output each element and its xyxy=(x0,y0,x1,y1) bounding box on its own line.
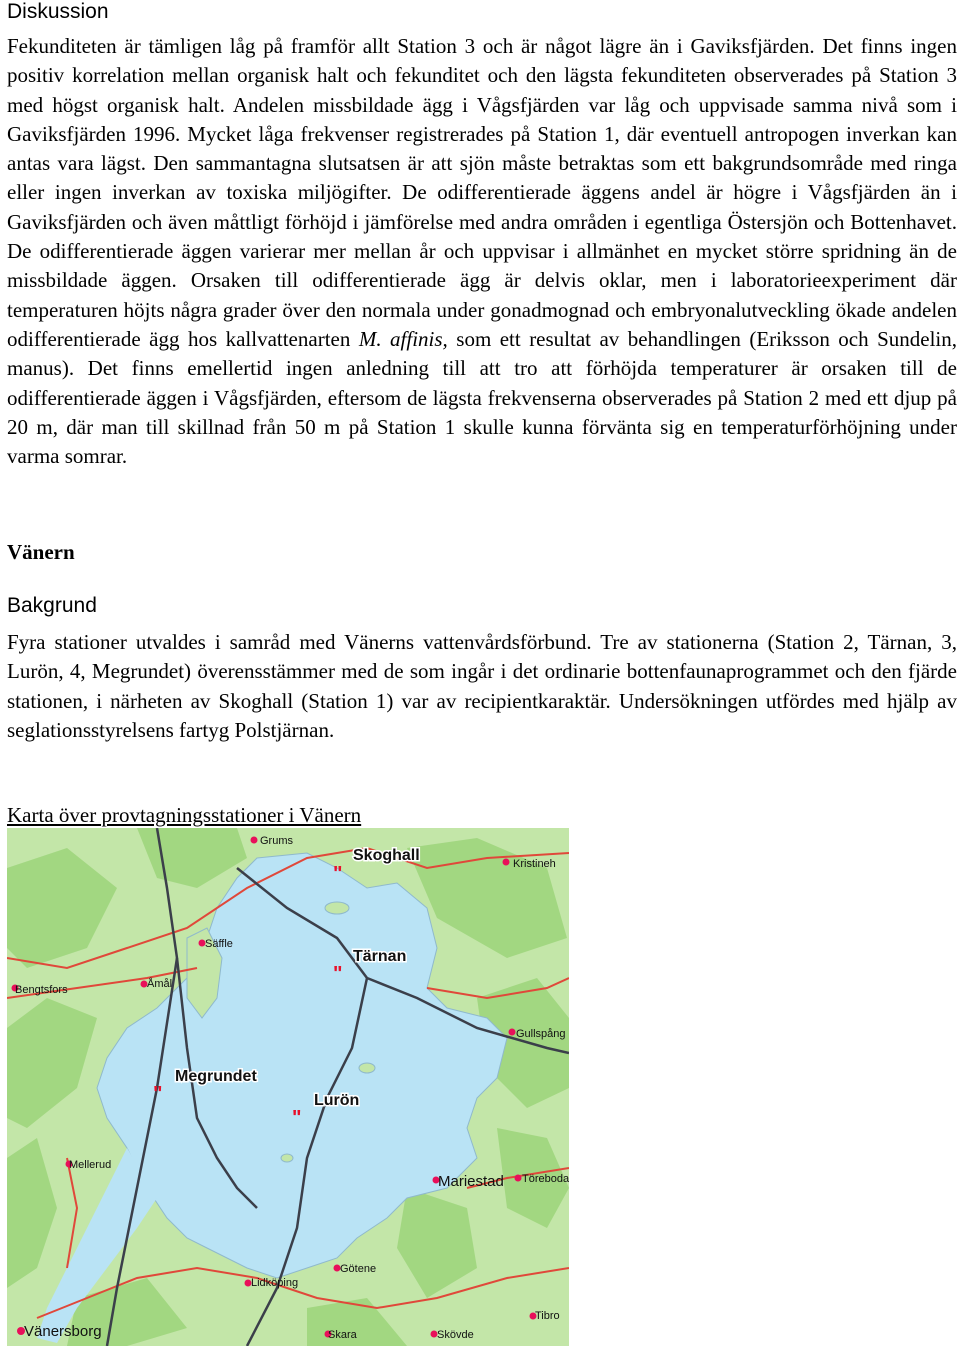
heading-vanern: Vänern xyxy=(7,540,75,564)
town-label-skara: Skara xyxy=(328,1329,357,1341)
town-label-mariestad: Mariestad xyxy=(438,1173,504,1190)
station-map xyxy=(7,828,569,1346)
town-label-bengtsfors: Bengtsfors xyxy=(15,984,68,996)
station-marker-skoghall: " xyxy=(333,863,343,885)
town-label-amal: Åmål xyxy=(147,978,173,990)
town-label-gotene: Götene xyxy=(340,1263,377,1275)
town-label-tibro: Tibro xyxy=(535,1310,560,1322)
town-label-kristineh: Kristineh xyxy=(513,858,556,870)
station-label-megrundet: Megrundet xyxy=(175,1068,257,1085)
station-label-skoghall: Skoghall xyxy=(353,847,420,864)
map-caption: Karta över provtagningsstationer i Vänern xyxy=(7,803,362,827)
station-marker-megrundet: " xyxy=(153,1083,163,1105)
town-label-saffle: Säffle xyxy=(205,938,233,950)
town-label-mellerud: Mellerud xyxy=(69,1159,112,1171)
town-label-grums: Grums xyxy=(260,835,293,847)
heading-bakgrund: Bakgrund xyxy=(7,594,97,617)
heading-diskussion: Diskussion xyxy=(7,0,109,23)
species-name: M. affinis, xyxy=(358,326,448,351)
paragraph-diskussion xyxy=(7,32,957,471)
town-label-vanersborg: Vänersborg xyxy=(24,1323,102,1340)
map-svg xyxy=(7,828,569,1346)
town-label-skovde: Skövde xyxy=(437,1329,474,1341)
paragraph-diskussion-part2: som ett resultat av behandlingen (Eriksson och Sundelin, manus). Det finns emellertid ingen anledning till att tro att förhöjda temperaturer är orsaken till de odifferentierade äggen i Vågsfjärden, eftersom de lägsta frekvenserna observerades på Station 2 med ett djup på 20 m, där man till skillnad från 50 m på Station 1 skulle kunna förvänta sig en temperaturförhöjning under varma somrar. xyxy=(7,326,957,469)
town-label-toreboda: Töreboda xyxy=(522,1173,569,1185)
station-label-tarnan: Tärnan xyxy=(353,948,407,965)
station-label-luron: Lurön xyxy=(314,1092,360,1109)
paragraph-bakgrund: Fyra stationer utvaldes i samråd med Vänerns vattenvårdsförbund. Tre av stationerna (Station 2, Tärnan, 3, Lurön, 4, Megrundet) överensstämmer med de som ingår i det ordinarie bottenfaunaprogrammet och den fjärde stationen, i närheten av Skoghall (Station 1) var av recipientkaraktär. Undersökningen utfördes med hjälp av seglationsstyrelsens fartyg Polstjärnan. xyxy=(7,630,957,742)
station-marker-luron: " xyxy=(292,1107,302,1129)
town-label-lidkoping: Lidköping xyxy=(251,1277,299,1289)
paragraph-diskussion-part1: Fekunditeten är tämligen låg på framför allt Station 3 och är något lägre än i Gaviksfjärden. Det finns ingen positiv korrelation mellan organisk halt och fekunditet och den lägsta fekunditeten observerades på Station 3 med högst organisk halt. Andelen missbildade ägg i Vågsfjärden var låg och uppvisade samma nivå som i Gaviksfjärden 1996. Mycket låga frekvenser registrerades på Station 1, där eventuell antropogen inverkan kan antas vara lägst. Den sammantagna slutsatsen är att sjön måste betraktas som ett bakgrundsområde med ringa eller ingen inverkan av toxiska miljögifter. De odifferentierade äggens andel är högre i Vågsfjärden än i Gaviksfjärden och även måttligt förhöjd i jämförelse med andra områden i egentliga Östersjön och Bottenhavet. De odifferentierade äggen varierar mer mellan år och uppvisar i allmänhet en mycket större spridning än de missbildade äggen. Orsaken till odifferentierade ägg är delvis oklar, men i laboratorieexperiment där temperaturen höjts några grader över den normala under gonadmognad och embryonalutveckling ökade andelen odifferentierade ägg hos kallvattenarten xyxy=(7,34,957,351)
station-marker-tarnan: " xyxy=(333,963,343,985)
town-label-gullspang: Gullspång xyxy=(516,1028,566,1040)
